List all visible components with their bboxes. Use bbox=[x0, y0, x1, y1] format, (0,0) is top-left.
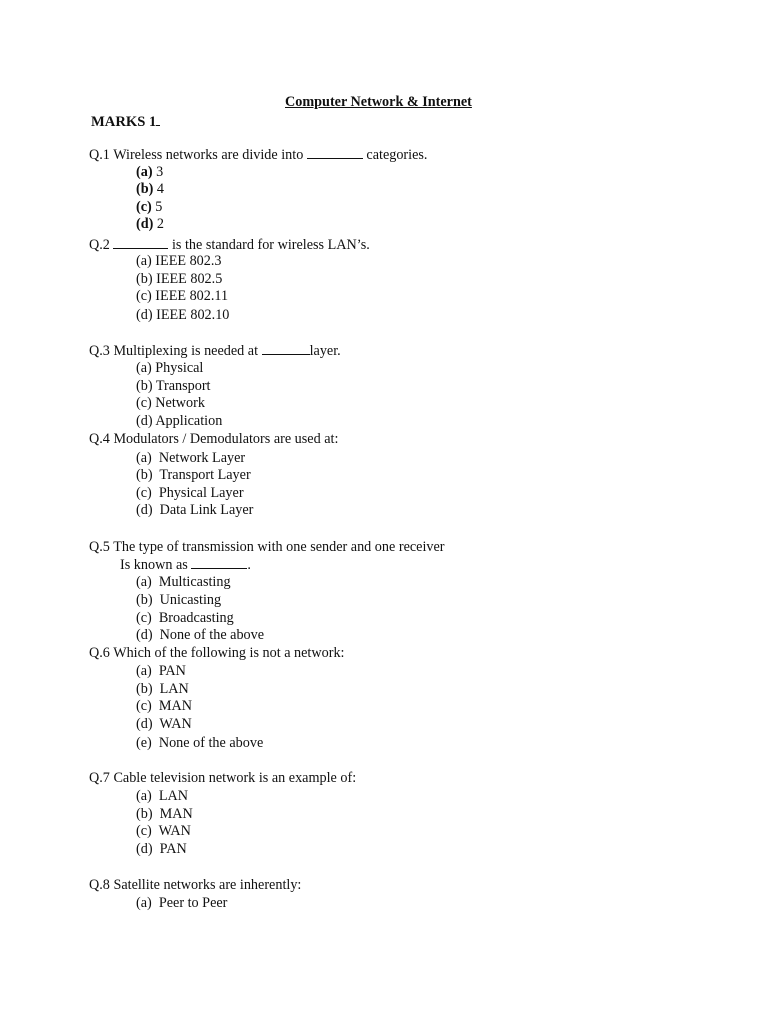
question-1 bbox=[89, 146, 427, 165]
option-7b bbox=[136, 806, 193, 824]
option-1b bbox=[136, 181, 164, 199]
option-text: Transport Layer bbox=[159, 467, 251, 483]
question-text-end: layer. bbox=[309, 343, 341, 359]
question-text: Which of the following is not a network: bbox=[113, 645, 345, 661]
option-2d bbox=[136, 307, 229, 325]
question-4 bbox=[89, 431, 338, 449]
option-label: (a) bbox=[136, 164, 153, 180]
option-3a bbox=[136, 360, 203, 378]
question-number: Q.1 bbox=[89, 147, 110, 163]
option-text: IEEE 802.5 bbox=[156, 271, 223, 287]
marks-heading bbox=[91, 112, 160, 131]
option-text: MAN bbox=[159, 806, 193, 822]
question-text: Multiplexing is needed at bbox=[113, 343, 259, 359]
question-8 bbox=[89, 877, 301, 895]
question-number: Q.7 bbox=[89, 770, 110, 786]
question-number: Q.6 bbox=[89, 645, 110, 661]
option-label: (a) bbox=[136, 663, 152, 679]
option-6e bbox=[136, 735, 263, 753]
question-text: Cable television network is an example of: bbox=[113, 770, 357, 786]
option-text: Broadcasting bbox=[158, 610, 234, 626]
option-1c bbox=[136, 199, 162, 217]
option-label: (a) bbox=[136, 360, 152, 376]
option-text: 4 bbox=[156, 181, 164, 197]
option-text: PAN bbox=[158, 663, 186, 679]
option-text: IEEE 802.10 bbox=[156, 307, 230, 323]
question-number: Q.3 bbox=[89, 343, 110, 359]
question-text-end: categories. bbox=[366, 147, 428, 163]
option-text: 3 bbox=[156, 164, 164, 180]
option-label: (d) bbox=[136, 413, 153, 429]
option-text: WAN bbox=[159, 716, 192, 732]
option-label: (d) bbox=[136, 716, 153, 732]
option-8a bbox=[136, 895, 227, 913]
question-number: Q.5 bbox=[89, 539, 110, 555]
option-4b bbox=[136, 467, 251, 485]
option-text: 5 bbox=[155, 199, 163, 215]
option-2b bbox=[136, 271, 222, 289]
option-text: WAN bbox=[158, 823, 191, 839]
option-text: IEEE 802.11 bbox=[155, 288, 229, 304]
option-4a bbox=[136, 450, 245, 468]
option-text: Physical bbox=[155, 360, 204, 376]
option-4c bbox=[136, 485, 244, 503]
option-5a bbox=[136, 574, 231, 592]
option-label: (e) bbox=[136, 735, 152, 751]
option-2c bbox=[136, 288, 228, 306]
option-label: (b) bbox=[136, 271, 153, 287]
option-3c bbox=[136, 395, 205, 413]
question-number: Q.2 bbox=[89, 237, 110, 253]
question-6 bbox=[89, 645, 344, 663]
option-label: (c) bbox=[136, 610, 152, 626]
option-label: (c) bbox=[136, 698, 152, 714]
option-6c bbox=[136, 698, 192, 716]
answer-blank bbox=[191, 556, 247, 569]
question-7 bbox=[89, 770, 356, 788]
option-label: (b) bbox=[136, 181, 154, 197]
option-text: PAN bbox=[159, 841, 187, 857]
question-text-end: is the standard for wireless LAN’s. bbox=[171, 237, 370, 253]
option-label: (d) bbox=[136, 307, 153, 323]
answer-blank bbox=[262, 342, 310, 355]
option-label: (a) bbox=[136, 574, 152, 590]
option-text: Application bbox=[155, 413, 223, 429]
option-1d bbox=[136, 216, 164, 234]
option-text: Multicasting bbox=[158, 574, 231, 590]
option-label: (d) bbox=[136, 841, 153, 857]
option-text: Physical Layer bbox=[158, 485, 244, 501]
option-label: (d) bbox=[136, 216, 154, 232]
option-text: None of the above bbox=[159, 627, 265, 643]
question-number: Q.4 bbox=[89, 431, 110, 447]
option-label: (a) bbox=[136, 253, 152, 269]
option-text: Unicasting bbox=[159, 592, 222, 608]
option-text: 2 bbox=[156, 216, 164, 232]
document-title: Computer Network & Internet bbox=[285, 94, 472, 110]
option-text: LAN bbox=[158, 788, 189, 804]
option-text: IEEE 802.3 bbox=[155, 253, 222, 269]
marks-label: MARKS 1 bbox=[91, 114, 157, 130]
option-6b bbox=[136, 681, 189, 699]
option-7d bbox=[136, 841, 187, 859]
question-5-continuation bbox=[120, 556, 251, 575]
question-2 bbox=[89, 236, 370, 255]
option-5b bbox=[136, 592, 221, 610]
question-5 bbox=[89, 539, 445, 557]
option-label: (c) bbox=[136, 485, 152, 501]
option-label: (b) bbox=[136, 806, 153, 822]
option-label: (a) bbox=[136, 450, 152, 466]
option-5c bbox=[136, 610, 234, 628]
option-7c bbox=[136, 823, 191, 841]
option-label: (c) bbox=[136, 395, 152, 411]
option-label: (d) bbox=[136, 502, 153, 518]
option-2a bbox=[136, 253, 222, 271]
option-3d bbox=[136, 413, 222, 431]
option-6a bbox=[136, 663, 186, 681]
option-label: (d) bbox=[136, 627, 153, 643]
question-text-end: . bbox=[247, 557, 251, 573]
option-6d bbox=[136, 716, 192, 734]
question-3 bbox=[89, 342, 341, 361]
option-text: Transport bbox=[155, 378, 211, 394]
question-text-continued: Is known as bbox=[120, 557, 188, 573]
question-text: Modulators / Demodulators are used at: bbox=[113, 431, 339, 447]
option-label: (b) bbox=[136, 467, 153, 483]
option-4d bbox=[136, 502, 253, 520]
option-text: MAN bbox=[158, 698, 192, 714]
option-5d bbox=[136, 627, 264, 645]
option-text: None of the above bbox=[158, 735, 264, 751]
option-label: (a) bbox=[136, 895, 152, 911]
option-text: Network Layer bbox=[158, 450, 246, 466]
option-label: (c) bbox=[136, 823, 152, 839]
question-text: Wireless networks are divide into bbox=[113, 147, 304, 163]
marks-underscore bbox=[156, 112, 160, 126]
option-label: (c) bbox=[136, 288, 152, 304]
option-1a bbox=[136, 164, 163, 182]
option-label: (b) bbox=[136, 378, 153, 394]
option-label: (b) bbox=[136, 681, 153, 697]
option-label: (b) bbox=[136, 592, 153, 608]
option-label: (c) bbox=[136, 199, 152, 215]
option-text: Data Link Layer bbox=[159, 502, 254, 518]
option-3b bbox=[136, 378, 211, 396]
option-text: Peer to Peer bbox=[158, 895, 228, 911]
option-label: (a) bbox=[136, 788, 152, 804]
question-text: Satellite networks are inherently: bbox=[113, 877, 302, 893]
option-text: Network bbox=[155, 395, 205, 411]
answer-blank bbox=[113, 236, 168, 249]
answer-blank bbox=[307, 146, 363, 159]
question-number: Q.8 bbox=[89, 877, 110, 893]
question-text: The type of transmission with one sender and one receiver bbox=[113, 539, 445, 555]
option-text: LAN bbox=[159, 681, 189, 697]
option-7a bbox=[136, 788, 188, 806]
